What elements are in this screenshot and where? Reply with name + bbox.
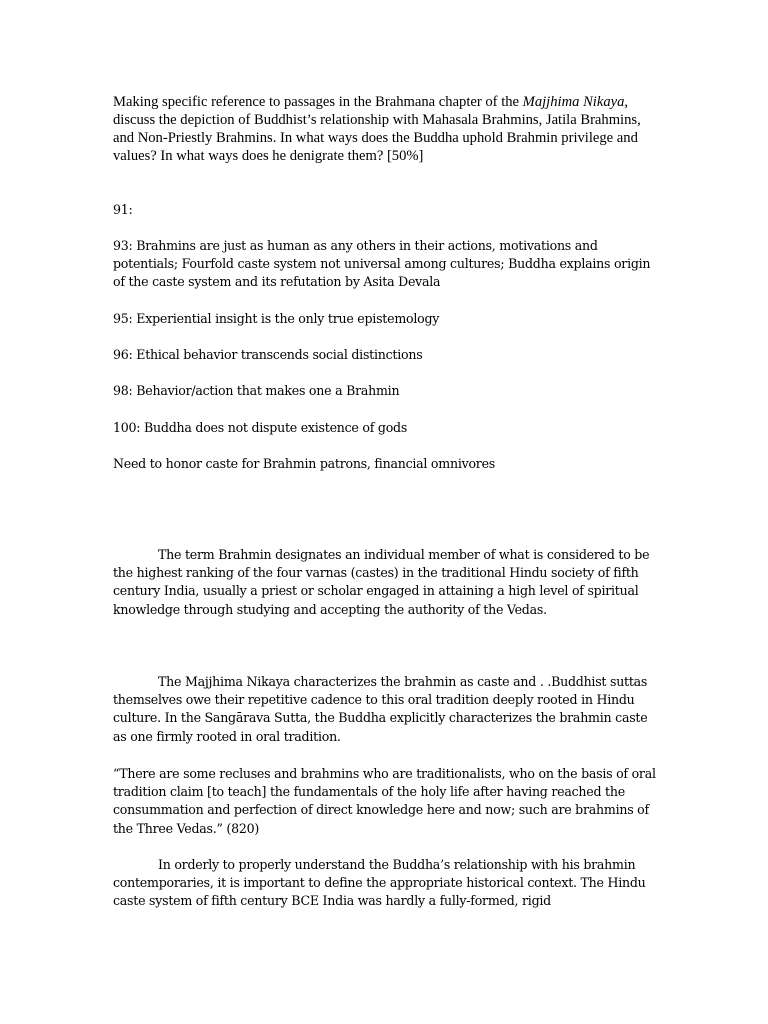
essay-quote: “There are some recluses and brahmins who are traditionalists, who on the basis of oral tradition claim [to teach] the fundamentals of the holy life after having reached the consummation and perfection of direct knowledge here and now; such are brahmins of the Three Vedas.” (820) [113,766,656,836]
note-100: 100: Buddha does not dispute existence of gods [113,420,408,435]
prompt-book-title: Majjhima Nikaya [522,94,625,110]
note-96: 96: Ethical behavior transcends social distinctions [113,347,423,362]
essay-paragraph-oral-tradition: The Majjhima Nikaya characterizes the brahmin as caste and . .Buddhist suttas themselves owe their repetitive cadence to this oral tradition deeply rooted in Hindu culture. In the Sangārava Sutta, the Buddha explicitly characterizes the brahmin caste as one firmly rooted in oral tradition. [113,674,648,744]
note-93: 93: Brahmins are just as human as any others in their actions, motivations and potentials; Fourfold caste system not universal among cultures; Buddha explains origin of the caste system and its refutation by Asita Devala [113,238,651,290]
essay-prompt [113,93,658,165]
essay-paragraph-brahmin-definition: The term Brahmin designates an individual member of what is considered to be the highest ranking of the four varnas (castes) in the traditional Hindu society of fifth century India, usually a priest or scholar engaged in attaining a high level of spiritual knowledge through studying and accepting the authority of the Vedas. [113,547,650,617]
note-patrons: Need to honor caste for Brahmin patrons, financial omnivores [113,456,495,471]
note-91: 91: [113,202,133,217]
prompt-text-start: Making specific reference to passages in the Brahmana chapter of the [113,94,523,110]
prompt-text-end: , discuss the depiction of Buddhist’s relationship with Mahasala Brahmins, Jatila Brahmins, and Non-Priestly Brahmins. In what ways does the Buddha uphold Brahmin privilege and values? In what ways does he denigrate them? [50%] [113,94,641,164]
essay-paragraph-historical-context: In orderly to properly understand the Buddha’s relationship with his brahmin contemporaries, it is important to define the appropriate historical context. The Hindu caste system of fifth century BCE India was hardly a fully-formed, rigid [113,857,646,909]
note-95: 95: Experiential insight is the only true epistemology [113,311,440,326]
note-98: 98: Behavior/action that makes one a Brahmin [113,383,400,398]
